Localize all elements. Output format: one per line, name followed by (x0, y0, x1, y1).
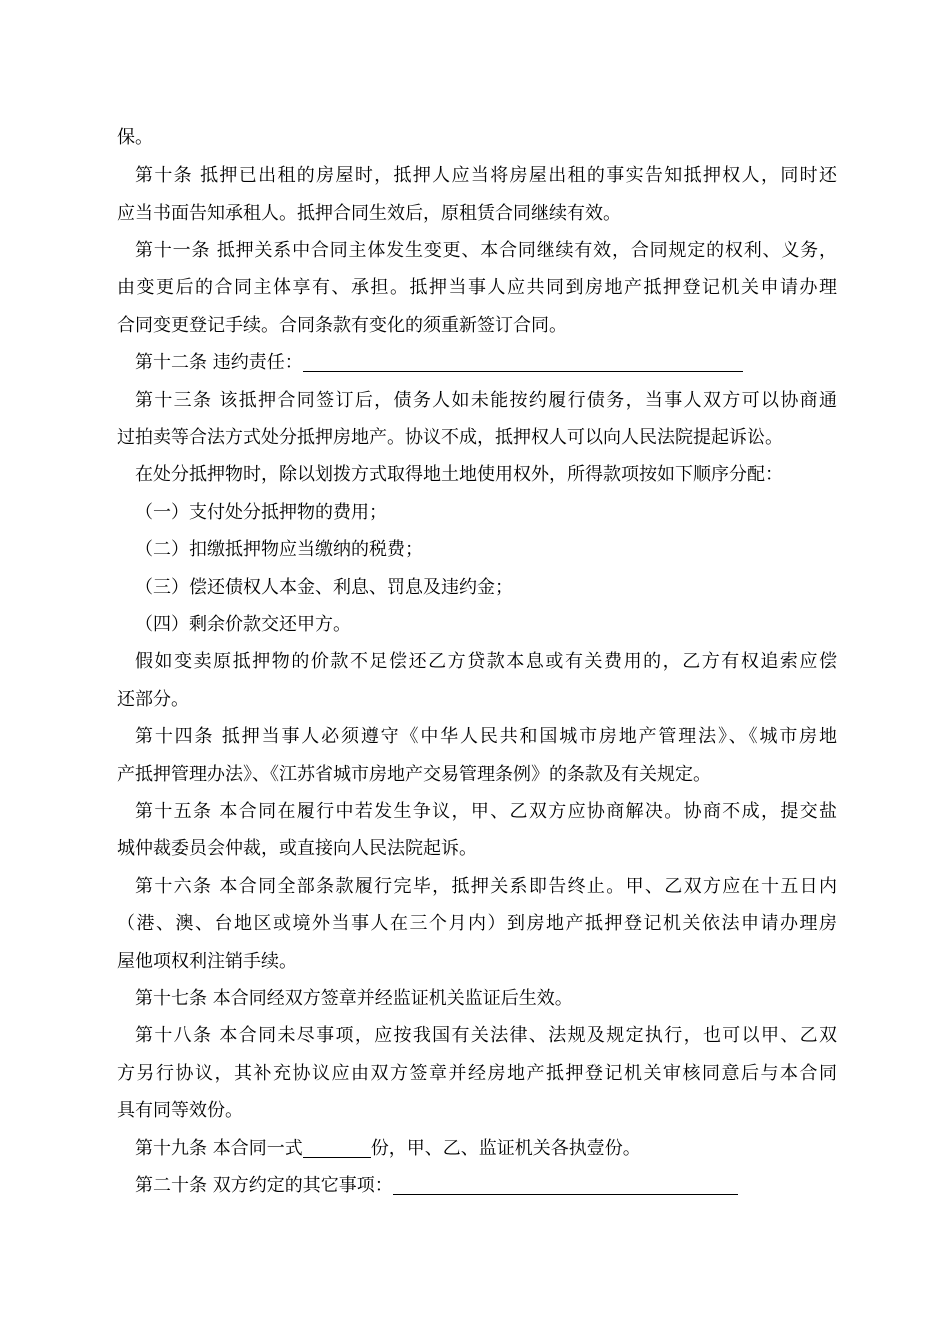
liability-blank[interactable] (303, 370, 743, 372)
text-line: 第二十条 双方约定的其它事项： (135, 1175, 393, 1196)
text-line: 屋他项权利注销手续。 (117, 951, 297, 972)
other-matters-blank[interactable] (393, 1193, 738, 1195)
text-line: 由变更后的合同主体享有、承担。抵押当事人应共同到房地产抵押登记机关申请办理 (117, 277, 837, 298)
text-line: 具有同等效份。 (117, 1100, 243, 1121)
text-line: 应当书面告知承租人。抵押合同生效后，原租赁合同继续有效。 (117, 203, 621, 224)
text-line: 第十三条 该抵押合同签订后，债务人如未能按约履行债务，当事人双方可以协商通 (135, 390, 837, 411)
clause-20-line (135, 1175, 855, 1197)
text-line: 第十五条 本合同在履行中若发生争议，甲、乙双方应协商解决。协商不成，提交盐 (135, 801, 837, 822)
text-line: 还部分。 (117, 689, 189, 710)
text-line: 城仲裁委员会仲裁，或直接向人民法院起诉。 (117, 838, 477, 859)
text-line: 第十四条 抵押当事人必须遵守《中华人民共和国城市房地产管理法》、《城市房地 (135, 726, 837, 747)
text-line: 第十二条 违约责任： (135, 352, 303, 373)
text-line: 第十六条 本合同全部条款履行完毕，抵押关系即告终止。甲、乙双方应在十五日内 (135, 876, 837, 897)
text-line: 过拍卖等合法方式处分抵押房地产。协议不成，抵押权人可以向人民法院提起诉讼。 (117, 427, 783, 448)
text-line: 第十八条 本合同未尽事项，应按我国有关法律、法规及规定执行，也可以甲、乙双 (135, 1025, 837, 1046)
text-line: （二）扣缴抵押物应当缴纳的税费； (135, 539, 423, 560)
text-line: （三）偿还债权人本金、利息、罚息及违约金； (135, 577, 513, 598)
text-line: 合同变更登记手续。合同条款有变化的须重新签订合同。 (117, 315, 567, 336)
text-line: 第十九条 本合同一式 (135, 1138, 303, 1159)
text-line: （一）支付处分抵押物的费用； (135, 502, 387, 523)
copies-blank[interactable] (303, 1156, 371, 1158)
text-line: 方另行协议，其补充协议应由双方签章并经房地产抵押登记机关审核同意后与本合同 (117, 1063, 837, 1084)
text-line: （四）剩余价款交还甲方。 (135, 614, 351, 635)
text-line: 产抵押管理办法》、《江苏省城市房地产交易管理条例》的条款及有关规定。 (117, 764, 711, 785)
text-line: 在处分抵押物时，除以划拨方式取得地土地使用权外，所得款项按如下顺序分配： (135, 464, 783, 485)
text-line: 份，甲、乙、监证机关各执壹份。 (370, 1138, 641, 1159)
text-line: 假如变卖原抵押物的价款不足偿还乙方贷款本息或有关费用的，乙方有权追索应偿 (135, 651, 837, 672)
text-line: （港、澳、台地区或境外当事人在三个月内）到房地产抵押登记机关依法申请办理房 (117, 913, 837, 934)
text-line: 第十一条 抵押关系中合同主体发生变更、本合同继续有效，合同规定的权利、义务， (135, 240, 837, 261)
clause-12-line (135, 352, 855, 374)
clause-19-line (135, 1138, 855, 1160)
text-line: 保。 (117, 127, 153, 148)
text-line: 第十条 抵押已出租的房屋时，抵押人应当将房屋出租的事实告知抵押权人，同时还 (135, 165, 837, 186)
text-line: 第十七条 本合同经双方签章并经监证机关监证后生效。 (135, 988, 573, 1009)
